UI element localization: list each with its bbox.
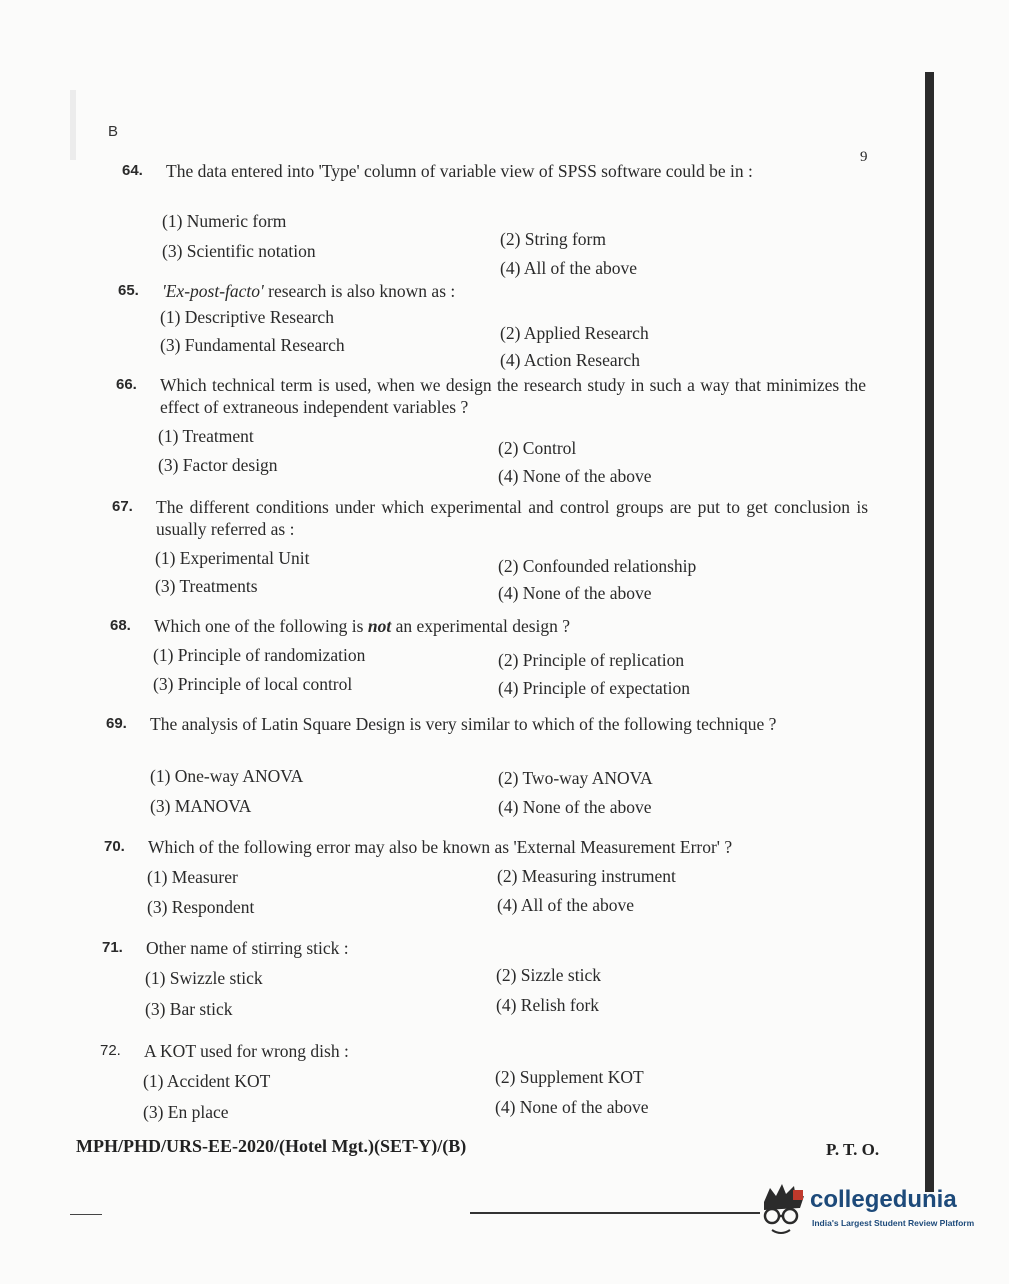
option-2: (2) Confounded relationship bbox=[498, 556, 697, 576]
option-4: (4) Relish fork bbox=[496, 995, 600, 1015]
option-1: (1) Principle of randomization bbox=[153, 645, 366, 665]
mascot-icon bbox=[754, 1180, 810, 1240]
divider bbox=[70, 1214, 102, 1215]
question-text: Other name of stirring stick : bbox=[146, 938, 349, 958]
pto-label: P. T. O. bbox=[826, 1140, 880, 1159]
question-text: A KOT used for wrong dish : bbox=[144, 1041, 349, 1061]
option-4: (4) None of the above bbox=[498, 797, 652, 817]
option-2: (2) Principle of replication bbox=[498, 650, 685, 670]
option-2: (2) String form bbox=[500, 229, 606, 249]
option-1: (1) Measurer bbox=[147, 867, 238, 887]
option-3: (3) En place bbox=[143, 1102, 229, 1122]
question-69 bbox=[106, 713, 872, 735]
scan-shadow bbox=[70, 90, 76, 160]
option-1: (1) Descriptive Research bbox=[160, 307, 334, 327]
question-71 bbox=[102, 937, 872, 959]
question-64 bbox=[122, 160, 864, 182]
question-number: 64. bbox=[122, 162, 143, 179]
question-text: The analysis of Latin Square Design is very similar to which of the following technique ? bbox=[150, 714, 777, 734]
option-4: (4) All of the above bbox=[497, 895, 635, 915]
question-text: Which one of the following is not an experimental design ? bbox=[154, 616, 571, 636]
option-4: (4) Action Research bbox=[500, 350, 640, 370]
question-text: The data entered into 'Type' column of variable view of SPSS software could be in : bbox=[166, 161, 753, 181]
option-1: (1) Numeric form bbox=[162, 211, 287, 231]
divider bbox=[470, 1212, 760, 1214]
option-2: (2) Control bbox=[498, 438, 577, 458]
option-2: (2) Applied Research bbox=[500, 323, 649, 343]
option-3: (3) Bar stick bbox=[145, 999, 233, 1019]
brand-name: collegedunia bbox=[810, 1186, 957, 1213]
emphasis-text: not bbox=[367, 616, 392, 636]
question-number: 72. bbox=[100, 1042, 121, 1059]
set-label: B bbox=[108, 123, 119, 140]
option-1: (1) One-way ANOVA bbox=[150, 766, 304, 786]
question-67 bbox=[112, 496, 868, 540]
question-number: 67. bbox=[112, 498, 133, 515]
question-text: The different conditions under which experimental and control groups are put to get conclusion is usually referred as : bbox=[156, 497, 868, 539]
option-1: (1) Experimental Unit bbox=[155, 548, 310, 568]
option-4: (4) None of the above bbox=[498, 466, 652, 486]
question-70 bbox=[104, 836, 874, 858]
option-2: (2) Two-way ANOVA bbox=[498, 768, 653, 788]
question-number: 68. bbox=[110, 617, 131, 634]
collegedunia-logo bbox=[754, 1180, 984, 1240]
question-number: 69. bbox=[106, 715, 127, 732]
option-3: (3) Scientific notation bbox=[162, 241, 316, 261]
option-1: (1) Swizzle stick bbox=[145, 968, 263, 988]
option-3: (3) Fundamental Research bbox=[160, 335, 345, 355]
question-number: 65. bbox=[118, 282, 139, 299]
scan-edge bbox=[925, 72, 934, 1192]
brand-tagline: India's Largest Student Review Platform bbox=[812, 1218, 975, 1228]
option-4: (4) All of the above bbox=[500, 258, 638, 278]
paper-code: MPH/PHD/URS-EE-2020/(Hotel Mgt.)(SET-Y)/(B) bbox=[76, 1136, 467, 1156]
question-66 bbox=[116, 374, 866, 418]
page-number: 9 bbox=[860, 149, 868, 165]
emphasis-text: 'Ex-post-facto' bbox=[162, 281, 264, 301]
option-3: (3) Principle of local control bbox=[153, 674, 353, 694]
question-68 bbox=[110, 615, 870, 637]
option-3: (3) Factor design bbox=[158, 455, 278, 475]
question-text: 'Ex-post-facto' research is also known as : bbox=[162, 281, 456, 301]
option-4: (4) None of the above bbox=[495, 1097, 649, 1117]
option-4: (4) None of the above bbox=[498, 583, 652, 603]
question-text: Which technical term is used, when we design the research study in such a way that minimizes the effect of extraneous independent variables ? bbox=[160, 375, 866, 417]
option-2: (2) Measuring instrument bbox=[497, 866, 676, 886]
question-number: 66. bbox=[116, 376, 137, 393]
option-3: (3) MANOVA bbox=[150, 796, 252, 816]
question-72 bbox=[100, 1040, 870, 1062]
question-65 bbox=[118, 280, 860, 302]
option-2: (2) Supplement KOT bbox=[495, 1067, 644, 1087]
option-3: (3) Respondent bbox=[147, 897, 255, 917]
option-1: (1) Treatment bbox=[158, 426, 254, 446]
question-text: Which of the following error may also be known as 'External Measurement Error' ? bbox=[148, 837, 733, 857]
option-4: (4) Principle of expectation bbox=[498, 678, 690, 698]
question-number: 71. bbox=[102, 939, 123, 956]
option-3: (3) Treatments bbox=[155, 576, 258, 596]
option-1: (1) Accident KOT bbox=[143, 1071, 271, 1091]
option-2: (2) Sizzle stick bbox=[496, 965, 601, 985]
question-number: 70. bbox=[104, 838, 125, 855]
